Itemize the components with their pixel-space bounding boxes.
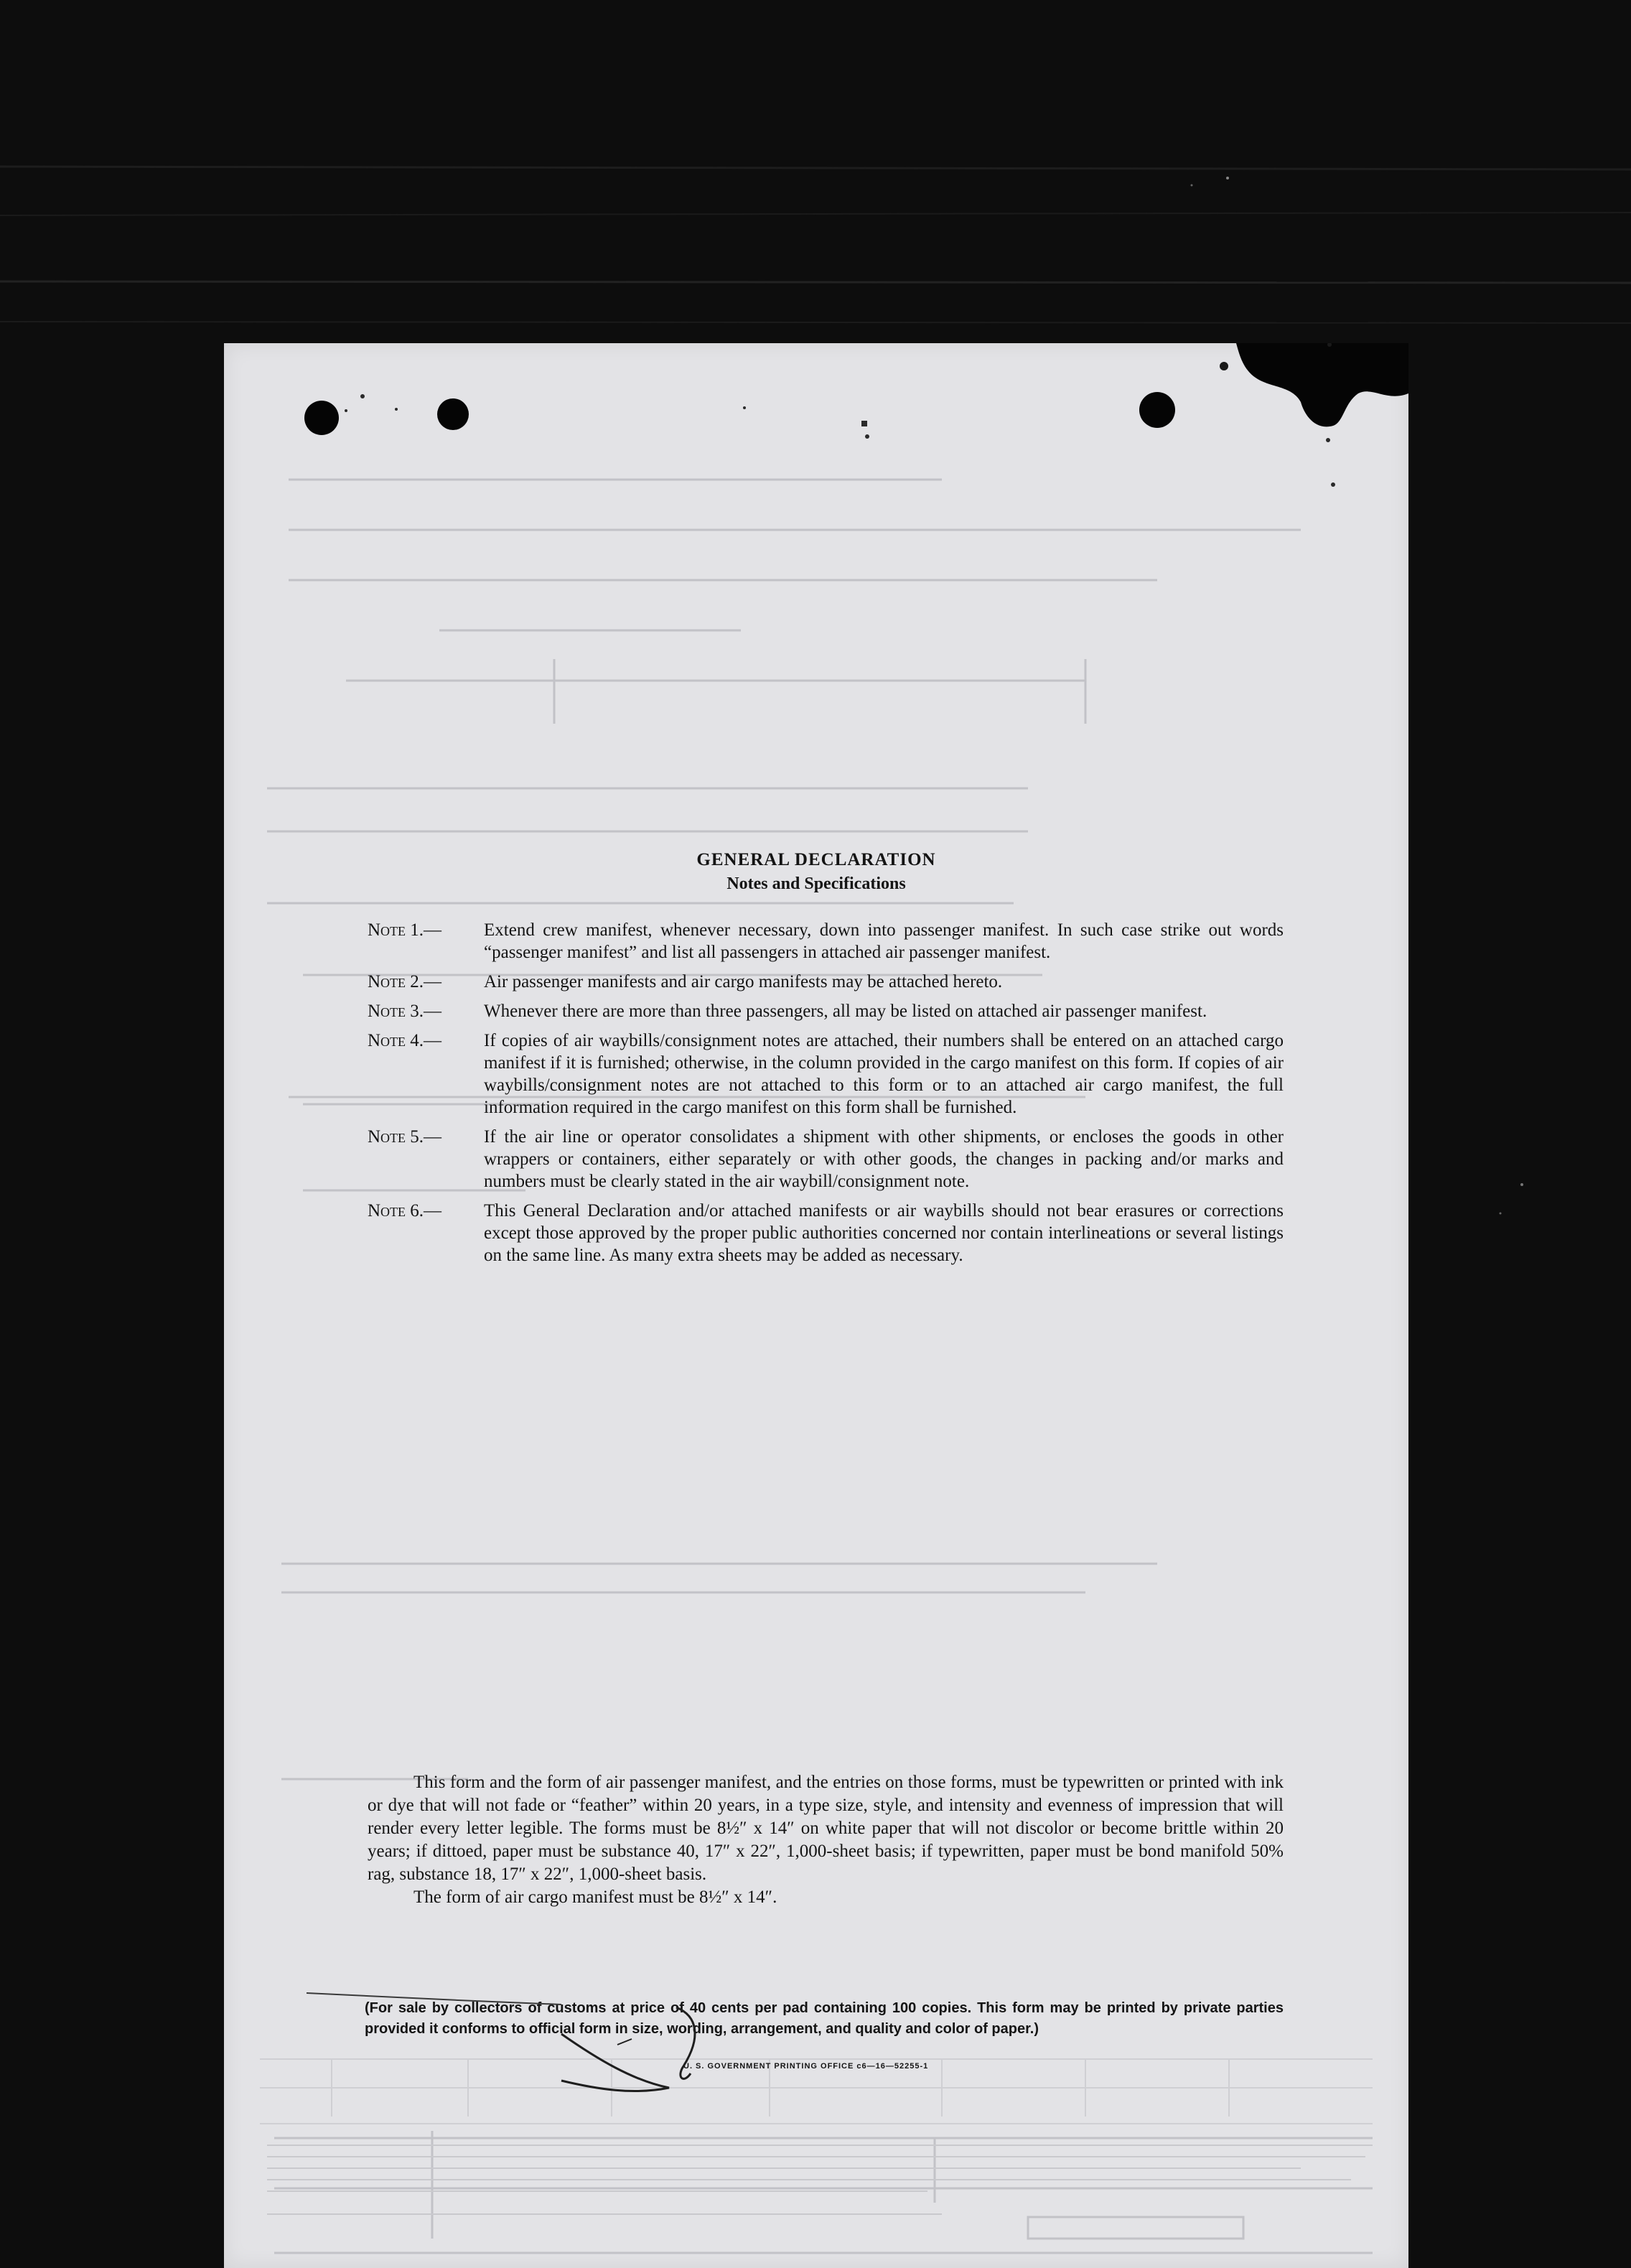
note-6 [368,1200,1284,1266]
declaration-sheet [224,343,1408,2268]
note-4 [368,1030,1284,1119]
note-label: Note 6.— [368,1201,442,1221]
torn-corner [224,343,1408,2268]
notes-list [368,919,1284,1274]
note-1 [368,919,1284,963]
cargo-manifest-size: The form of air cargo manifest must be 8½″ x 14″. [413,1887,777,1907]
note-text: Extend crew manifest, whenever necessary, down into passenger manifest. In such case strike out words “passenger manifest” and list all passengers in attached air passenger manifest. [484,920,1284,962]
form-requirements [368,1771,1284,1909]
note-2 [368,971,1284,993]
note-text: If the air line or operator consolidates a shipment with other shipments, or encloses the goods in other wrappers or containers, either separately or with other goods, the changes in packing and/or marks and numbers must be clearly stated in the air waybill/consignment note. [484,1127,1284,1191]
note-5 [368,1126,1284,1193]
note-text: This General Declaration and/or attached manifests or air waybills should not bear erasures or corrections except those approved by the proper public authorities concerned nor contain interlineations or several listings on the same line. As many extra sheets may be added as necessary. [484,1201,1284,1265]
note-3 [368,1000,1284,1022]
form-requirements-paragraph: This form and the form of air passenger manifest, and the entries on those forms, must be typewritten or printed with ink or dye that will not fade or “feather” within 20 years, in a type size, style, and intensity and evenness of impression that will render every letter legible. The forms must be 8½″ x 14″ on white paper that will not discolor or become brittle within 20 years; if dittoed, paper must be substance 40, 17″ x 22″, 1,000-sheet basis; if typewritten, paper must be bond manifold 50% rag, substance 18, 17″ x 22″, 1,000-sheet basis. [368,1773,1284,1884]
note-label: Note 5.— [368,1127,442,1147]
note-text: If copies of air waybills/consignment notes are attached, their numbers shall be entered on an attached cargo manifest if it is furnished; otherwise, in the column provided in the cargo manifest on this form. If copies of air waybills/consignment notes are not attached to this form or to an attached air cargo manifest, the full information required in the cargo manifest on this form shall be furnished. [484,1031,1284,1117]
note-text: Air passenger manifests and air cargo manifests may be attached hereto. [484,972,1003,991]
sale-notice: (For sale by collectors of customs at price of 40 cents per pad containing 100 copies. This form may be printed by private parties provided it conforms to official form in size, wording, arrangement, and quality and color of paper.) [365,2000,1284,2037]
note-label: Note 4.— [368,1031,442,1050]
note-text: Whenever there are more than three passengers, all may be listed on attached air passenger manifest. [484,1002,1207,1021]
printer-imprint: U. S. GOVERNMENT PRINTING OFFICE c6—16—52255-1 [683,2062,929,2071]
note-label: Note 1.— [368,920,442,940]
note-label: Note 2.— [368,972,442,991]
note-label: Note 3.— [368,1002,442,1021]
page-subtitle: Notes and Specifications [726,874,906,893]
page-title: GENERAL DECLARATION [696,850,936,869]
